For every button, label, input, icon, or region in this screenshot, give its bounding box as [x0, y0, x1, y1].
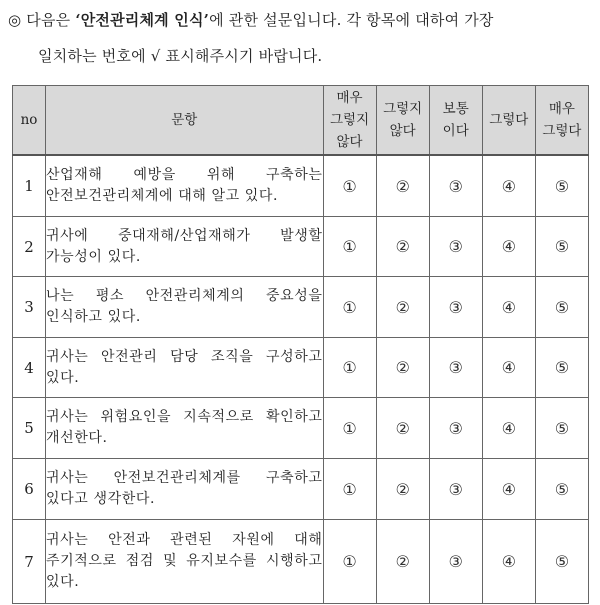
header-strongly-disagree [323, 86, 376, 156]
option-1[interactable]: ① [323, 520, 376, 604]
header-row [13, 86, 589, 156]
option-1[interactable]: ① [323, 277, 376, 338]
survey-table [12, 85, 589, 604]
row-number: 2 [13, 217, 46, 277]
row-number: 4 [13, 338, 46, 398]
double-circle-icon: ◎ [8, 11, 22, 29]
header-strongly-agree [535, 86, 588, 156]
header-label-line: 매우 [336, 90, 363, 106]
header-label-line: 그렇다 [489, 112, 529, 128]
table-row [13, 277, 589, 338]
option-5[interactable]: ⑤ [535, 155, 588, 217]
header-label-line: 그렇다 [542, 123, 582, 139]
option-5[interactable]: ⑤ [535, 338, 588, 398]
option-2[interactable]: ② [376, 338, 429, 398]
row-number: 5 [13, 398, 46, 459]
option-4[interactable]: ④ [482, 338, 535, 398]
option-2[interactable]: ② [376, 520, 429, 604]
header-label-line: 그렇지 [383, 101, 423, 117]
question-text: 귀사는 안전관리 담당 조직을 구성하고 있다. [46, 338, 323, 398]
option-3[interactable]: ③ [429, 520, 482, 604]
instructions-line-1 [8, 10, 494, 30]
table-row [13, 520, 589, 604]
header-label-line: 않다 [336, 134, 363, 150]
option-4[interactable]: ④ [482, 155, 535, 217]
header-label-line: 매우 [548, 101, 575, 117]
table-row [13, 459, 589, 520]
question-text: 나는 평소 안전관리체계의 중요성을 인식하고 있다. [46, 277, 323, 338]
row-number: 6 [13, 459, 46, 520]
survey-topic: ‘안전관리체계 인식’ [75, 11, 210, 29]
option-2[interactable]: ② [376, 398, 429, 459]
question-text: 귀사에 중대재해/산업재해가 발생할 가능성이 있다. [46, 217, 323, 277]
option-2[interactable]: ② [376, 459, 429, 520]
option-5[interactable]: ⑤ [535, 277, 588, 338]
option-1[interactable]: ① [323, 398, 376, 459]
instructions-line2-before: 일치하는 번호에 [38, 47, 151, 65]
instructions-prefix: 다음은 [26, 11, 76, 29]
option-3[interactable]: ③ [429, 459, 482, 520]
option-5[interactable]: ⑤ [535, 459, 588, 520]
instructions-suffix: 에 관한 설문입니다. 각 항목에 대하여 가장 [209, 11, 494, 29]
option-5[interactable]: ⑤ [535, 520, 588, 604]
option-3[interactable]: ③ [429, 155, 482, 217]
row-number: 7 [13, 520, 46, 604]
option-1[interactable]: ① [323, 459, 376, 520]
option-5[interactable]: ⑤ [535, 217, 588, 277]
table-row [13, 155, 589, 217]
instructions-line-2 [38, 46, 322, 66]
table-row [13, 338, 589, 398]
question-text: 귀사는 안전과 관련된 자원에 대해 주기적으로 점검 및 유지보수를 시행하고 있다. [46, 520, 323, 604]
header-disagree [376, 86, 429, 156]
option-1[interactable]: ① [323, 155, 376, 217]
option-4[interactable]: ④ [482, 277, 535, 338]
option-4[interactable]: ④ [482, 459, 535, 520]
option-1[interactable]: ① [323, 217, 376, 277]
check-mark-icon: √ [150, 47, 161, 65]
option-3[interactable]: ③ [429, 217, 482, 277]
header-label-line: 않다 [389, 123, 416, 139]
option-4[interactable]: ④ [482, 217, 535, 277]
header-label-line: 그렇지 [329, 112, 370, 128]
option-3[interactable]: ③ [429, 277, 482, 338]
header-agree [482, 86, 535, 156]
option-4[interactable]: ④ [482, 520, 535, 604]
row-number: 1 [13, 155, 46, 217]
instructions-line2-after: 표시해주시기 바랍니다. [160, 47, 323, 65]
table-row [13, 398, 589, 459]
question-text: 귀사는 안전보건관리체계를 구축하고 있다고 생각한다. [46, 459, 323, 520]
option-2[interactable]: ② [376, 277, 429, 338]
option-5[interactable]: ⑤ [535, 398, 588, 459]
table-row [13, 217, 589, 277]
option-3[interactable]: ③ [429, 338, 482, 398]
option-2[interactable]: ② [376, 217, 429, 277]
header-label-line: 이다 [442, 123, 469, 139]
option-1[interactable]: ① [323, 338, 376, 398]
row-number: 3 [13, 277, 46, 338]
question-text: 귀사는 위험요인을 지속적으로 확인하고 개선한다. [46, 398, 323, 459]
option-2[interactable]: ② [376, 155, 429, 217]
header-question: 문항 [46, 86, 323, 156]
header-neutral [429, 86, 482, 156]
header-label-line: 보통 [442, 101, 469, 117]
header-no: no [13, 86, 46, 156]
option-3[interactable]: ③ [429, 398, 482, 459]
question-text: 산업재해 예방을 위해 구축하는 안전보건관리체계에 대해 알고 있다. [46, 155, 323, 217]
option-4[interactable]: ④ [482, 398, 535, 459]
